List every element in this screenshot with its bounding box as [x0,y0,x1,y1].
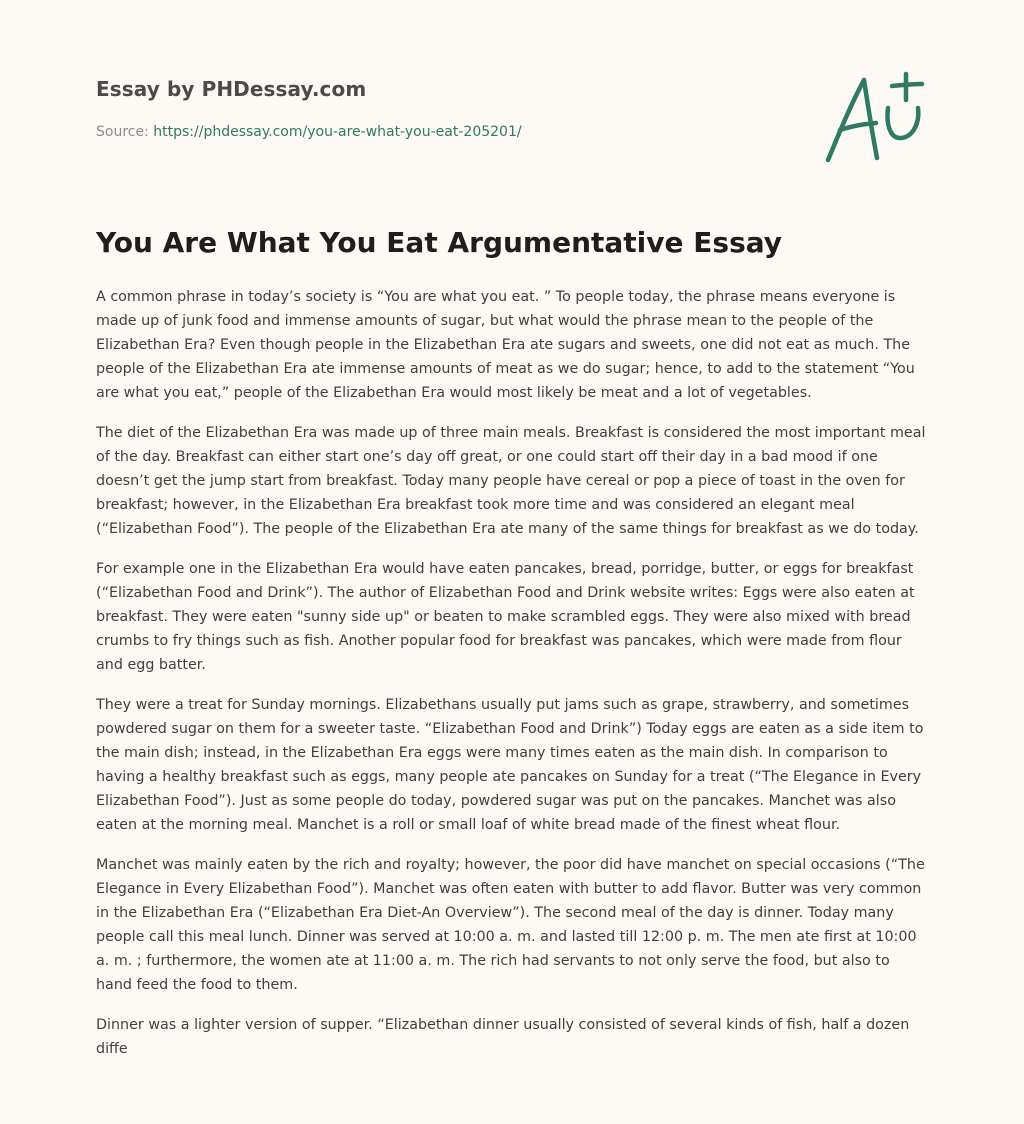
source-label: Source: [96,124,154,140]
essay-paragraph: The diet of the Elizabethan Era was made up of three main meals. Breakfast is considered the most important meal of the day. Breakfast can either start one’s day off great, or one could start off their day in a bad mood if one doesn’t get the jump start from breakfast. Today many people have cereal or pop a piece of toast in the oven for breakfast; however, in the Elizabethan Era breakfast took more time and was considered an elegant meal (“Elizabethan Food”). The people of the Elizabethan Era ate many of the same things for breakfast as we do today. [96,425,926,537]
essay-paragraph: Dinner was a lighter version of supper. “Elizabethan dinner usually consisted of several kinds of fish, half a dozen diffe [96,1017,910,1057]
essay-paragraph: They were a treat for Sunday mornings. Elizabethans usually put jams such as grape, strawberry, and sometimes powdered sugar on them for a sweeter taste. “Elizabethan Food and Drink”) Today eggs are eaten as a side item to the main dish; instead, in the Elizabethan Era eggs were many times eaten as the main dish. In comparison to having a healthy breakfast such as eggs, many people ate pancakes on Sunday for a treat (“The Elegance in Every Elizabethan Food”). Just as some people do today, powdered sugar was put on the pancakes. Manchet was also eaten at the morning meal. Manchet is a roll or small loaf of white bread made of the finest wheat flour. [96,697,924,833]
source-link[interactable]: https://phdessay.com/you-are-what-you-eat-205201/ [153,124,522,140]
source-line [96,124,522,140]
essay-paragraph: A common phrase in today’s society is “You are what you eat. ” To people today, the phrase means everyone is made up of junk food and immense amounts of sugar, but what would the phrase mean to the people of the Elizabethan Era? Even though people in the Elizabethan Era ate sugars and sweets, one did not eat as much. The people of the Elizabethan Era ate immense amounts of meat as we do sugar; hence, to add to the statement “You are what you eat,” people of the Elizabethan Era would most likely be meat and a lot of vegetables. [96,289,915,401]
essay-title: You Are What You Eat Argumentative Essay [96,226,783,259]
essay-paragraph: For example one in the Elizabethan Era would have eaten pancakes, bread, porridge, butter, or eggs for breakfast (“Elizabethan Food and Drink”). The author of Elizabethan Food and Drink website writes: Eggs were also eaten at breakfast. They were eaten "sunny side up" or beaten to make scrambled eggs. They were also mixed with bread crumbs to fry things such as fish. Another popular food for breakfast was pancakes, which were made from flour and egg batter. [96,561,915,673]
a-plus-logo [820,66,930,166]
site-brand: Essay by PHDessay.com [96,77,367,101]
essay-body [96,285,930,1077]
essay-paragraph: Manchet was mainly eaten by the rich and royalty; however, the poor did have manchet on special occasions (“The Elegance in Every Elizabethan Food”). Manchet was often eaten with butter to add flavor. Butter was very common in the Elizabethan Era (“Elizabethan Era Diet-An Overview”). The second meal of the day is dinner. Today many people call this meal lunch. Dinner was served at 10:00 a. m. and lasted till 12:00 p. m. The men ate first at 10:00 a. m. ; furthermore, the women ate at 11:00 a. m. The rich had servants to not only serve the food, but also to hand feed the food to them. [96,857,925,993]
a-plus-logo-icon [820,66,930,166]
